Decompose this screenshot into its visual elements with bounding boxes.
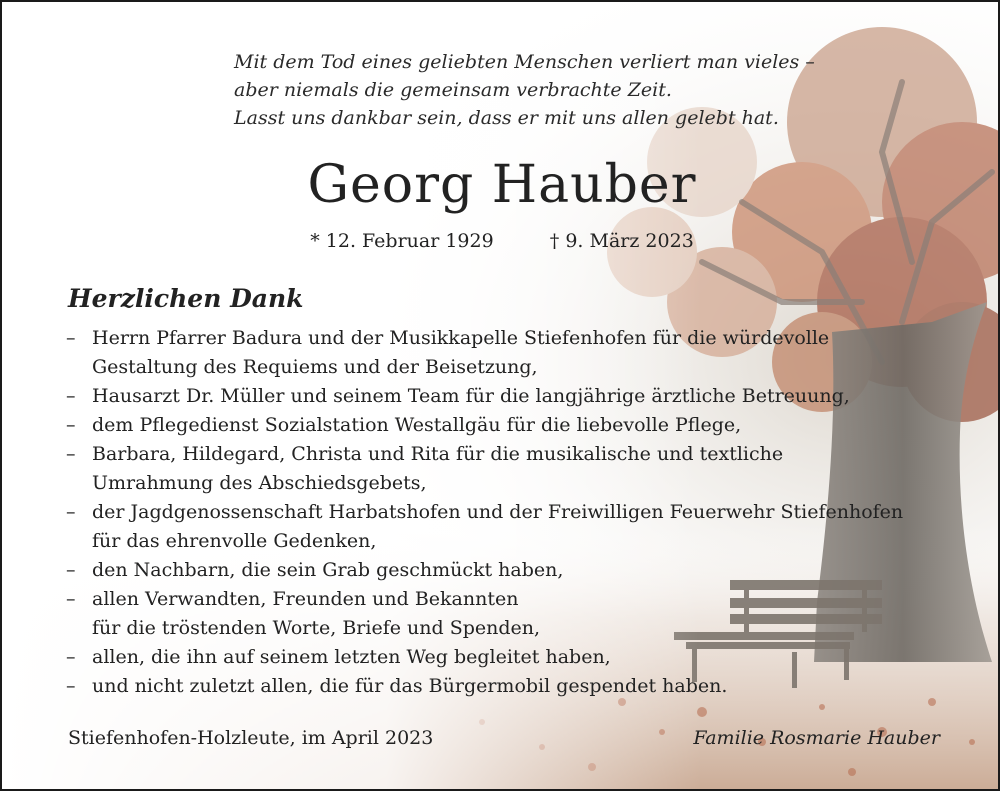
thanks-item-line: für die tröstenden Worte, Briefe und Spenden,	[92, 617, 541, 639]
thanks-item-line: allen, die ihn auf seinem letzten Weg begleitet haben,	[92, 646, 611, 668]
deceased-name: Georg Hauber	[307, 155, 697, 215]
dash-bullet: –	[66, 559, 76, 581]
thanks-item-line: Herrn Pfarrer Badura und der Musikkapelle Stiefenhofen für die würdevolle	[92, 327, 830, 349]
thanks-item-line: dem Pflegedienst Sozialstation Westallgäu für die liebevolle Pflege,	[92, 414, 742, 436]
thanks-item	[66, 411, 966, 440]
obituary-content	[2, 2, 1000, 791]
birth-date: 12. Februar 1929	[325, 230, 494, 252]
dash-bullet: –	[66, 501, 76, 523]
thanks-item	[66, 382, 966, 411]
memorial-quote	[234, 48, 834, 132]
death-date: 9. März 2023	[565, 230, 694, 252]
thanks-item	[66, 643, 966, 672]
thanks-item	[66, 324, 966, 382]
thanks-item	[66, 556, 966, 585]
thanks-item-line: allen Verwandten, Freunden und Bekannten	[92, 588, 519, 610]
dash-bullet: –	[66, 327, 76, 349]
thanks-item	[66, 585, 966, 643]
thanks-item	[66, 498, 966, 556]
place-date: Stiefenhofen-Holzleute, im April 2023	[68, 727, 434, 749]
thanks-item-line: der Jagdgenossenschaft Harbatshofen und der Freiwilligen Feuerwehr Stiefenhofen	[92, 501, 904, 523]
quote-line: aber niemals die gemeinsam verbrachte Zeit.	[234, 79, 672, 101]
dash-bullet: –	[66, 588, 76, 610]
quote-line: Mit dem Tod eines geliebten Menschen verliert man vieles –	[234, 51, 815, 73]
birth-star-icon: *	[310, 230, 320, 252]
thanks-item-line: Umrahmung des Abschiedsgebets,	[92, 472, 427, 494]
dash-bullet: –	[66, 443, 76, 465]
thanks-item	[66, 672, 966, 701]
thanks-item-line: und nicht zuletzt allen, die für das Bürgermobil gespendet haben.	[92, 675, 728, 697]
dash-bullet: –	[66, 675, 76, 697]
thanks-list	[66, 324, 966, 701]
thanks-item-line: für das ehrenvolle Gedenken,	[92, 530, 377, 552]
dash-bullet: –	[66, 385, 76, 407]
family-signature: Familie Rosmarie Hauber	[693, 727, 940, 749]
life-dates	[2, 228, 1000, 254]
dash-bullet: –	[66, 646, 76, 668]
thanks-item-line: Gestaltung des Requiems und der Beisetzung,	[92, 356, 538, 378]
thanks-item-line: Hausarzt Dr. Müller und seinem Team für die langjährige ärztliche Betreuung,	[92, 385, 850, 407]
thanks-heading: Herzlichen Dank	[68, 284, 304, 313]
thanks-item	[66, 440, 966, 498]
dash-bullet: –	[66, 414, 76, 436]
thanks-item-line: Barbara, Hildegard, Christa und Rita für die musikalische und textliche	[92, 443, 784, 465]
death-cross-icon: †	[549, 230, 560, 252]
quote-line: Lasst uns dankbar sein, dass er mit uns allen gelebt hat.	[234, 107, 779, 129]
thanks-item-line: den Nachbarn, die sein Grab geschmückt haben,	[92, 559, 564, 581]
